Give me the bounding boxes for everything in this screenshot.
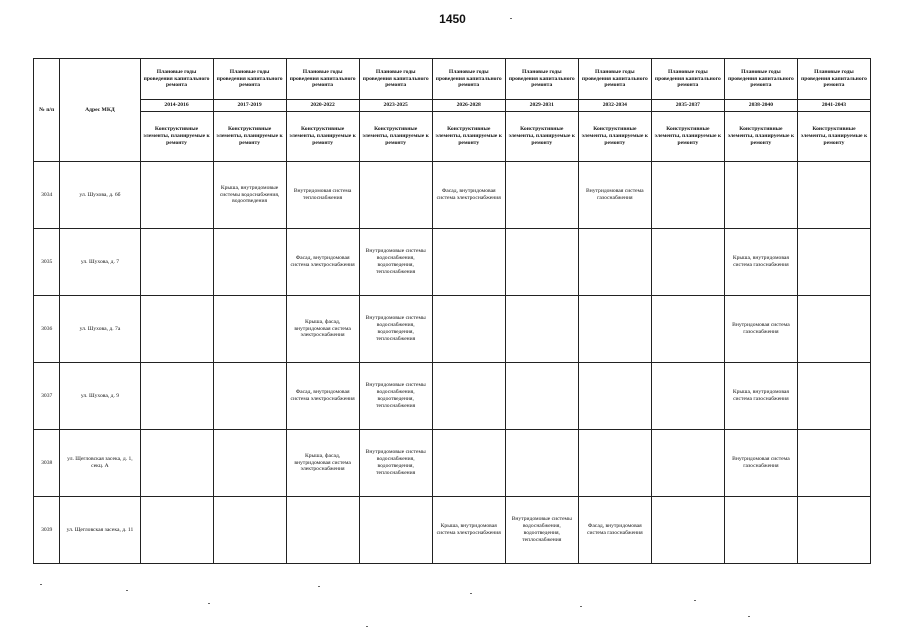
- repair-elements-cell: [651, 229, 724, 296]
- header-planned-years: Плановые годы проведения капитального ремонта: [724, 59, 797, 100]
- row-address: ул. Щегловская засека, д. 1, секц. А: [60, 430, 140, 497]
- repair-elements-cell: [651, 497, 724, 564]
- repair-elements-cell: [432, 430, 505, 497]
- repair-elements-cell: [505, 296, 578, 363]
- header-elements: Конструктивные элементы, планируемые к ремонту: [724, 112, 797, 162]
- header-elements: Конструктивные элементы, планируемые к ремонту: [578, 112, 651, 162]
- table-row: [34, 497, 871, 564]
- table-row: [34, 229, 871, 296]
- repair-elements-cell: [432, 296, 505, 363]
- repair-elements-cell: [140, 229, 213, 296]
- header-planned-years: Плановые годы проведения капитального ремонта: [140, 59, 213, 100]
- repair-elements-cell: [578, 229, 651, 296]
- repair-elements-cell: Крыша, внутридомовые системы водоснабжения, водоотведения: [213, 162, 286, 229]
- repair-elements-cell: [432, 229, 505, 296]
- repair-elements-cell: [140, 497, 213, 564]
- header-elements: Конструктивные элементы, планируемые к ремонту: [505, 112, 578, 162]
- repair-elements-cell: [724, 162, 797, 229]
- table-row: [34, 363, 871, 430]
- header-row-elements: [34, 112, 871, 162]
- header-planned-years: Плановые годы проведения капитального ремонта: [651, 59, 724, 100]
- header-period: 2041-2043: [797, 100, 870, 112]
- header-period: 2023-2025: [359, 100, 432, 112]
- repair-elements-cell: [797, 363, 870, 430]
- repair-elements-cell: Фасад, внутридомовая система газоснабжения: [578, 497, 651, 564]
- repair-elements-cell: Крыша, фасад, внутридомовая система электроснабжения: [286, 296, 359, 363]
- capital-repair-schedule-table: [33, 58, 871, 564]
- repair-elements-cell: [505, 229, 578, 296]
- repair-elements-cell: [505, 162, 578, 229]
- repair-elements-cell: [359, 162, 432, 229]
- header-planned-years: Плановые годы проведения капитального ремонта: [505, 59, 578, 100]
- repair-elements-cell: [797, 229, 870, 296]
- repair-elements-cell: Внутридомовые системы водоснабжения, водоотведения, теплоснабжения: [359, 430, 432, 497]
- header-planned-years: Плановые годы проведения капитального ремонта: [213, 59, 286, 100]
- table-row: [34, 162, 871, 229]
- row-address: ул. Шухова, д. 6б: [60, 162, 140, 229]
- repair-elements-cell: [213, 363, 286, 430]
- repair-elements-cell: [578, 430, 651, 497]
- repair-elements-cell: Фасад, внутридомовая система электроснабжения: [286, 229, 359, 296]
- repair-elements-cell: Внутридомовая система теплоснабжения: [286, 162, 359, 229]
- header-no: № п/п: [34, 59, 60, 162]
- repair-elements-cell: Фасад, внутридомовая система электроснабжения: [432, 162, 505, 229]
- repair-elements-cell: [505, 363, 578, 430]
- repair-elements-cell: [651, 430, 724, 497]
- repair-elements-cell: Крыша, внутридомовая система газоснабжения: [724, 229, 797, 296]
- header-elements: Конструктивные элементы, планируемые к ремонту: [286, 112, 359, 162]
- table-row: [34, 296, 871, 363]
- row-number: 3034: [34, 162, 60, 229]
- header-row-periods: [34, 100, 871, 112]
- header-elements: Конструктивные элементы, планируемые к ремонту: [213, 112, 286, 162]
- header-period: 2020-2022: [286, 100, 359, 112]
- row-address: ул. Шухова, д. 7а: [60, 296, 140, 363]
- repair-elements-cell: Внутридомовые системы водоснабжения, водоотведения, теплоснабжения: [359, 296, 432, 363]
- repair-elements-cell: Крыша, фасад, внутридомовая система электроснабжения: [286, 430, 359, 497]
- row-address: ул. Шухова, д. 9: [60, 363, 140, 430]
- repair-elements-cell: [140, 363, 213, 430]
- repair-elements-cell: [286, 497, 359, 564]
- repair-elements-cell: [505, 430, 578, 497]
- row-number: 3035: [34, 229, 60, 296]
- repair-elements-cell: Внутридомовая система газоснабжения: [724, 296, 797, 363]
- repair-elements-cell: Внутридомовая система газоснабжения: [578, 162, 651, 229]
- repair-elements-cell: [432, 363, 505, 430]
- table-row: [34, 430, 871, 497]
- row-number: 3039: [34, 497, 60, 564]
- repair-elements-cell: [578, 296, 651, 363]
- header-planned-years: Плановые годы проведения капитального ремонта: [286, 59, 359, 100]
- header-planned-years: Плановые годы проведения капитального ремонта: [578, 59, 651, 100]
- repair-elements-cell: [213, 296, 286, 363]
- header-row-planned-years: [34, 59, 871, 100]
- repair-elements-cell: [213, 229, 286, 296]
- header-elements: Конструктивные элементы, планируемые к ремонту: [797, 112, 870, 162]
- repair-elements-cell: [140, 162, 213, 229]
- header-period: 2029-2031: [505, 100, 578, 112]
- row-address: ул. Щегловская засека, д. 11: [60, 497, 140, 564]
- header-period: 2017-2019: [213, 100, 286, 112]
- row-number: 3038: [34, 430, 60, 497]
- header-period: 2026-2028: [432, 100, 505, 112]
- header-period: 2035-2037: [651, 100, 724, 112]
- header-planned-years: Плановые годы проведения капитального ремонта: [359, 59, 432, 100]
- repair-elements-cell: Внутридомовая система газоснабжения: [724, 430, 797, 497]
- header-planned-years: Плановые годы проведения капитального ремонта: [797, 59, 870, 100]
- header-elements: Конструктивные элементы, планируемые к ремонту: [432, 112, 505, 162]
- repair-elements-cell: [213, 497, 286, 564]
- header-period: 2038-2040: [724, 100, 797, 112]
- repair-elements-cell: Крыша, внутридомовая система газоснабжения: [724, 363, 797, 430]
- repair-elements-cell: [797, 296, 870, 363]
- header-elements: Конструктивные элементы, планируемые к ремонту: [359, 112, 432, 162]
- page-number: 1450: [439, 12, 466, 26]
- header-elements: Конструктивные элементы, планируемые к ремонту: [140, 112, 213, 162]
- repair-elements-cell: [359, 497, 432, 564]
- repair-elements-cell: [797, 497, 870, 564]
- repair-elements-cell: Крыша, внутридомовая система электроснабжения: [432, 497, 505, 564]
- repair-elements-cell: [140, 430, 213, 497]
- header-planned-years: Плановые годы проведения капитального ремонта: [432, 59, 505, 100]
- repair-elements-cell: [724, 497, 797, 564]
- repair-elements-cell: [651, 162, 724, 229]
- header-elements: Конструктивные элементы, планируемые к ремонту: [651, 112, 724, 162]
- header-address: Адрес МКД: [60, 59, 140, 162]
- repair-elements-cell: [578, 363, 651, 430]
- repair-elements-cell: [651, 296, 724, 363]
- repair-elements-cell: [213, 430, 286, 497]
- repair-elements-cell: Внутридомовые системы водоснабжения, водоотведения, теплоснабжения: [359, 229, 432, 296]
- row-number: 3036: [34, 296, 60, 363]
- repair-elements-cell: Внутридомовые системы водоснабжения, водоотведения, теплоснабжения: [359, 363, 432, 430]
- row-number: 3037: [34, 363, 60, 430]
- repair-elements-cell: [797, 430, 870, 497]
- header-period: 2014-2016: [140, 100, 213, 112]
- repair-elements-cell: Внутридомовые системы водоснабжения, водоотведения, теплоснабжения: [505, 497, 578, 564]
- repair-elements-cell: [140, 296, 213, 363]
- row-address: ул. Шухова, д. 7: [60, 229, 140, 296]
- repair-elements-cell: [651, 363, 724, 430]
- repair-elements-cell: Фасад, внутридомовая система электроснабжения: [286, 363, 359, 430]
- header-period: 2032-2034: [578, 100, 651, 112]
- repair-elements-cell: [797, 162, 870, 229]
